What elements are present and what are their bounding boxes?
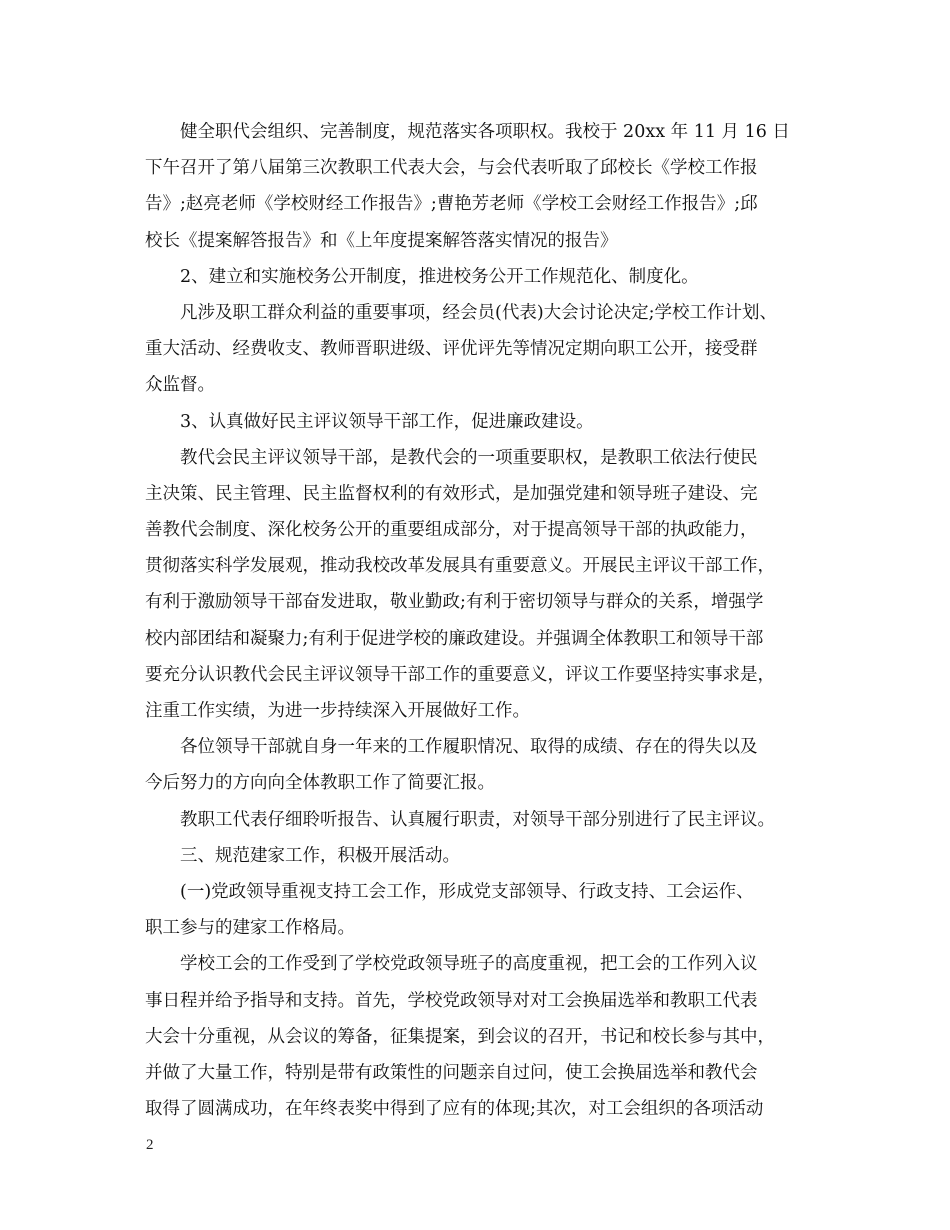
text-line: 教代会民主评议领导干部，是教代会的一项重要职权，是教职工依法行使民 xyxy=(180,447,758,468)
section-heading: 三、规范建家工作，积极开展活动。 xyxy=(180,845,460,866)
section-heading: 2、建立和实施校务公开制度，推进校务公开工作规范化、制度化。 xyxy=(180,266,699,287)
text-line: 凡涉及职工群众利益的重要事项，经会员(代表)大会讨论决定;学校工作计划、 xyxy=(180,302,778,323)
text-line: 主决策、民主管理、民主监督权利的有效形式，是加强党建和领导班子建设、完 xyxy=(145,483,758,504)
text-line: 有利于激励领导干部奋发进取，敬业勤政;有利于密切领导与群众的关系，增强学 xyxy=(145,592,764,613)
text-line: 各位领导干部就自身一年来的工作履职情况、取得的成绩、存在的得失以及 xyxy=(180,737,758,758)
text-line: 健全职代会组织、完善制度，规范落实各项职权。我校于 20xx 年 11 月 16 日 xyxy=(180,122,790,142)
text-line: 校长《提案解答报告》和《上年度提案解答落实情况的报告》 xyxy=(145,230,618,251)
page-number: 2 xyxy=(146,1137,154,1153)
text-line: 大会十分重视，从会议的筹备，征集提案，到会议的召开，书记和校长参与其中， xyxy=(145,1026,775,1047)
text-line: 今后努力的方向向全体教职工作了简要汇报。 xyxy=(145,773,495,794)
text-line: 贯彻落实科学发展观，推动我校改革发展具有重要意义。开展民主评议干部工作， xyxy=(145,556,775,577)
text-line: 校内部团结和凝聚力;有利于促进学校的廉政建设。并强调全体教职工和领导干部 xyxy=(145,628,764,649)
text-line: 下午召开了第八届第三次教职工代表大会，与会代表听取了邱校长《学校工作报 xyxy=(145,158,758,179)
text-line: 注重工作实绩，为进一步持续深入开展做好工作。 xyxy=(145,701,530,721)
subsection-heading: (一)党政领导重视支持工会工作，形成党支部领导、行政支持、工会运作、 xyxy=(180,881,754,902)
text-line: 取得了圆满成功，在年终表奖中得到了应有的体现;其次，对工会组织的各项活动 xyxy=(145,1099,764,1120)
text-line: 善教代会制度、深化校务公开的重要组成部分，对于提高领导干部的执政能力， xyxy=(145,520,758,541)
text-line: 重大活动、经费收支、教师晋职进级、评优评先等情况定期向职工公开，接受群 xyxy=(145,339,758,360)
text-line: 并做了大量工作，特别是带有政策性的问题亲自过问，使工会换届选举和教代会 xyxy=(145,1062,758,1083)
text-line: 学校工会的工作受到了学校党政领导班子的高度重视，把工会的工作列入议 xyxy=(180,954,758,975)
text-line: 要充分认识教代会民主评议领导干部工作的重要意义，评议工作要坚持实事求是， xyxy=(145,664,775,685)
text-line: 教职工代表仔细聆听报告、认真履行职责，对领导干部分别进行了民主评议。 xyxy=(180,809,775,830)
section-heading: 3、认真做好民主评议领导干部工作，促进廉政建设。 xyxy=(180,411,594,432)
text-line: 职工参与的建家工作格局。 xyxy=(145,918,355,939)
document-body xyxy=(145,114,835,1127)
text-line: 告》;赵亮老师《学校财经工作报告》;曹艳芳老师《学校工会财经工作报告》;邱 xyxy=(145,194,758,215)
text-line: 众监督。 xyxy=(145,375,215,396)
text-line: 事日程并给予指导和支持。首先，学校党政领导对对工会换届选举和教职工代表 xyxy=(145,990,758,1011)
